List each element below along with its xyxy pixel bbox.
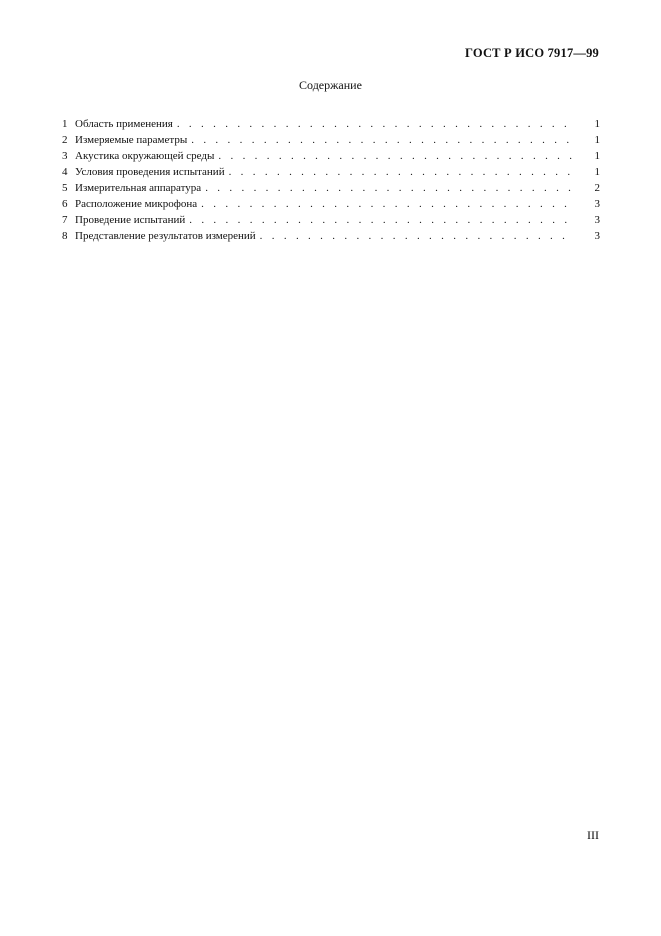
toc-entry-4[interactable] <box>62 164 600 180</box>
toc-entry-page: 3 <box>594 214 600 226</box>
toc-leader-dots <box>201 196 574 212</box>
toc-entry-label: Измеряемые параметры <box>75 134 188 146</box>
toc-entry-number: 1 <box>62 118 68 130</box>
toc-entry-label: Представление результатов измерений <box>75 230 256 242</box>
toc-leader-dots <box>205 180 574 196</box>
toc-entry-label: Проведение испытаний <box>75 214 186 226</box>
toc-entry-label: Область применения <box>75 118 173 130</box>
toc-entry-6[interactable] <box>62 196 600 212</box>
toc-entry-2[interactable] <box>62 132 600 148</box>
toc-entry-number: 5 <box>62 182 68 194</box>
toc-entry-3[interactable] <box>62 148 600 164</box>
toc-leader-dots <box>260 228 574 244</box>
toc-entry-page: 1 <box>594 118 600 130</box>
page-number: III <box>587 828 599 842</box>
toc-entry-label: Измерительная аппаратура <box>75 182 202 194</box>
toc-title: Содержание <box>299 78 362 92</box>
toc-entry-page: 1 <box>594 166 600 178</box>
toc-entry-page: 3 <box>594 198 600 210</box>
toc-entry-number: 6 <box>62 198 68 210</box>
toc-entry-page: 1 <box>594 150 600 162</box>
toc-entry-label: Расположение микрофона <box>75 198 198 210</box>
toc-leader-dots <box>229 164 574 180</box>
toc-leader-dots <box>218 148 574 164</box>
toc-entry-page: 2 <box>594 182 600 194</box>
toc-leader-dots <box>191 132 574 148</box>
toc-entry-label: Условия проведения испытаний <box>75 166 225 178</box>
table-of-contents <box>62 116 600 244</box>
document-code: ГОСТ Р ИСО 7917—99 <box>465 46 599 60</box>
toc-entry-number: 2 <box>62 134 68 146</box>
toc-leader-dots <box>189 212 574 228</box>
toc-entry-number: 3 <box>62 150 68 162</box>
toc-entry-page: 3 <box>594 230 600 242</box>
toc-entry-5[interactable] <box>62 180 600 196</box>
toc-entry-8[interactable] <box>62 228 600 244</box>
toc-leader-dots <box>177 116 574 132</box>
toc-entry-7[interactable] <box>62 212 600 228</box>
toc-entry-1[interactable] <box>62 116 600 132</box>
toc-entry-number: 7 <box>62 214 68 226</box>
toc-entry-page: 1 <box>594 134 600 146</box>
toc-entry-label: Акустика окружающей среды <box>75 150 215 162</box>
toc-entry-number: 4 <box>62 166 68 178</box>
toc-entry-number: 8 <box>62 230 68 242</box>
